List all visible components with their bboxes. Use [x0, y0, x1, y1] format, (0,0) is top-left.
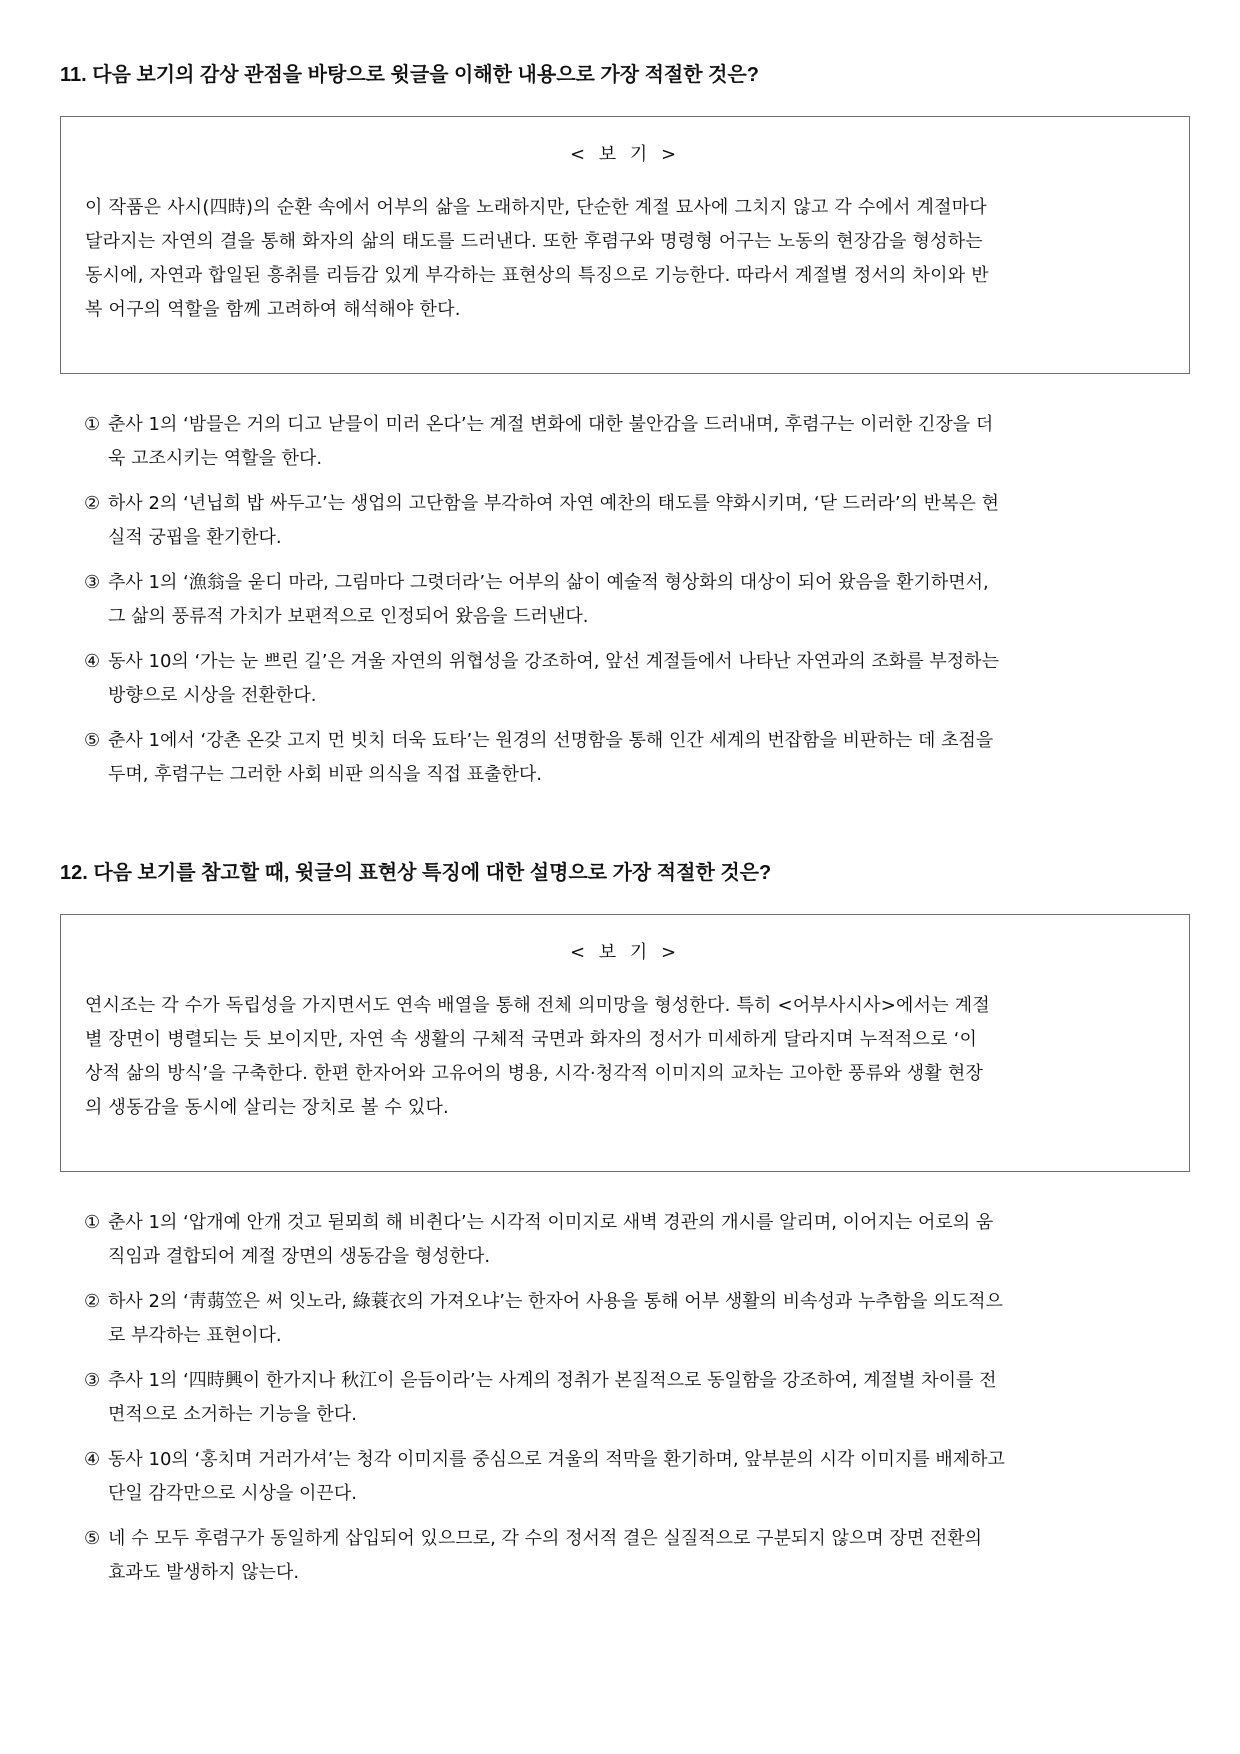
- choice-line: 하사 2의 ‘靑蒻笠은 써 잇노라, 綠蓑衣의 가져오냐’는 한자어 사용을 통해 어부 생활의 비속성과 누추함을 의도적으: [108, 1291, 1003, 1312]
- bogi-line: 복 어구의 역할을 함께 고려하여 해석해야 한다.: [85, 299, 461, 320]
- question-title: 12. 다음 보기를 참고할 때, 윗글의 표현상 특징에 대한 설명으로 가장 적절한 것은?: [60, 862, 772, 884]
- choice-line: 네 수 모두 후렴구가 동일하게 삽입되어 있으므로, 각 수의 정서적 결은 실질적으로 구분되지 않으며 장면 전환의: [108, 1528, 983, 1549]
- bogi-box: [60, 116, 1190, 374]
- choice-number: ①: [84, 414, 101, 435]
- choice-list: [60, 1206, 1154, 1590]
- choice-line: 추사 1의 ‘漁翁을 욷디 마라, 그림마다 그렷더라’는 어부의 삶이 예술적 형상화의 대상이 되어 왔음을 환기하면서,: [108, 572, 989, 593]
- choice-line: 효과도 발생하지 않는다.: [108, 1562, 300, 1583]
- choice-line: 그 삶의 풍류적 가치가 보편적으로 인정되어 왔음을 드러낸다.: [108, 606, 589, 627]
- choice-line: 로 부각하는 표현이다.: [108, 1325, 282, 1346]
- choice-3[interactable]: [84, 1364, 1154, 1432]
- choice-line: 춘사 1의 ‘밤믈은 거의 디고 낟믈이 미러 온다’는 계절 변화에 대한 불안감을 드러내며, 후렴구는 이러한 긴장을 더: [108, 414, 994, 435]
- choice-number: ②: [84, 493, 101, 514]
- choice-2[interactable]: [84, 1285, 1154, 1353]
- choice-line: 단일 감각만으로 시상을 이끈다.: [108, 1483, 357, 1504]
- choice-4[interactable]: [84, 645, 1154, 713]
- bogi-text: [85, 989, 1165, 1125]
- choice-line: 면적으로 소거하는 기능을 한다.: [108, 1404, 357, 1425]
- choice-2[interactable]: [84, 487, 1154, 555]
- choice-number: ③: [84, 572, 101, 593]
- bogi-header: < 보 기 >: [569, 144, 681, 165]
- bogi-line: 상적 삶의 방식’을 구축한다. 한편 한자어와 고유어의 병용, 시각·청각적 이미지의 교차는 고아한 풍류와 생활 현장: [85, 1063, 984, 1084]
- choice-line: 실적 궁핍을 환기한다.: [108, 527, 282, 548]
- question-title: 11. 다음 보기의 감상 관점을 바탕으로 윗글을 이해한 내용으로 가장 적절한 것은?: [60, 64, 759, 86]
- question-12: [60, 858, 1190, 1601]
- choice-3[interactable]: [84, 566, 1154, 634]
- choice-line: 추사 1의 ‘四時興이 한가지나 秋江이 읃듬이라’는 사계의 정취가 본질적으로 동일함을 강조하여, 계절별 차이를 전: [108, 1370, 997, 1391]
- choice-number: ③: [84, 1370, 101, 1391]
- bogi-line: 별 장면이 병렬되는 듯 보이지만, 자연 속 생활의 구체적 국면과 화자의 정서가 미세하게 달라지며 누적적으로 ‘이: [85, 1029, 978, 1050]
- choice-line: 직임과 결합되어 계절 장면의 생동감을 형성한다.: [108, 1246, 491, 1267]
- bogi-header: < 보 기 >: [569, 942, 681, 963]
- choice-number: ②: [84, 1291, 101, 1312]
- bogi-line: 동시에, 자연과 합일된 흥취를 리듬감 있게 부각하는 표현상의 특징으로 기능한다. 따라서 계절별 정서의 차이와 반: [85, 265, 989, 286]
- choice-line: 방향으로 시상을 전환한다.: [108, 685, 317, 706]
- choice-4[interactable]: [84, 1443, 1154, 1511]
- choice-1[interactable]: [84, 1206, 1154, 1274]
- question-11: [60, 60, 1190, 803]
- choice-number: ①: [84, 1212, 101, 1233]
- choice-line: 동사 10의 ‘가는 눈 쁘린 길’은 겨울 자연의 위협성을 강조하여, 앞선 계절들에서 나타난 자연과의 조화를 부정하는: [108, 651, 999, 672]
- choice-line: 춘사 1에서 ‘강촌 온갖 고지 먼 빗치 더욱 됴타’는 원경의 선명함을 통해 인간 세계의 번잡함을 비판하는 데 초점을: [108, 730, 994, 751]
- choice-number: ⑤: [84, 1528, 101, 1549]
- choice-5[interactable]: [84, 1522, 1154, 1590]
- bogi-line: 연시조는 각 수가 독립성을 가지면서도 연속 배열을 통해 전체 의미망을 형성한다. 특히 <어부사시사>에서는 계절: [85, 995, 990, 1016]
- bogi-line: 달라지는 자연의 결을 통해 화자의 삶의 태도를 드러낸다. 또한 후렴구와 명령형 어구는 노동의 현장감을 형성하는: [85, 231, 983, 252]
- bogi-line: 의 생동감을 동시에 살리는 장치로 볼 수 있다.: [85, 1097, 449, 1118]
- choice-line: 두며, 후렴구는 그러한 사회 비판 의식을 직접 표출한다.: [108, 764, 543, 785]
- choice-line: 욱 고조시키는 역할을 한다.: [108, 448, 323, 469]
- bogi-line: 이 작품은 사시(四時)의 순환 속에서 어부의 삶을 노래하지만, 단순한 계절 묘사에 그치지 않고 각 수에서 계절마다: [85, 197, 987, 218]
- choice-list: [60, 408, 1154, 792]
- choice-5[interactable]: [84, 724, 1154, 792]
- choice-line: 하사 2의 ‘년닙희 밥 싸두고’는 생업의 고단함을 부각하여 자연 예찬의 태도를 약화시키며, ‘닫 드러라’의 반복은 현: [108, 493, 999, 514]
- choice-line: 동사 10의 ‘홍치며 거러가셔’는 청각 이미지를 중심으로 겨울의 적막을 환기하며, 앞부분의 시각 이미지를 배제하고: [108, 1449, 1005, 1470]
- bogi-box: [60, 914, 1190, 1172]
- choice-1[interactable]: [84, 408, 1154, 476]
- choice-line: 춘사 1의 ‘압개예 안개 것고 뒫뫼희 해 비췬다’는 시각적 이미지로 새벽 경관의 개시를 알리며, 이어지는 어로의 움: [108, 1212, 994, 1233]
- choice-number: ⑤: [84, 730, 101, 751]
- choice-number: ④: [84, 1449, 101, 1470]
- choice-number: ④: [84, 651, 101, 672]
- bogi-text: [85, 191, 1165, 327]
